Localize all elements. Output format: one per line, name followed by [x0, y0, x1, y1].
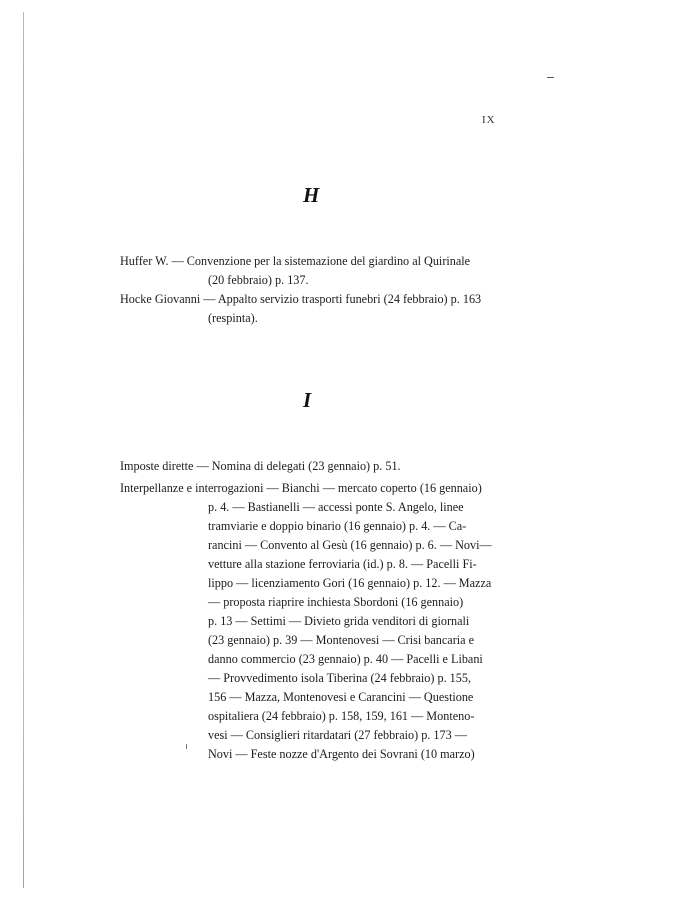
entry-line: Huffer W. — Convenzione per la sistemazione del giardino al Quirinale — [120, 254, 471, 268]
index-entry-interpellanze — [120, 481, 482, 496]
entry-line: Imposte dirette — Nomina di delegati (23 gennaio) p. 51. — [120, 459, 401, 473]
entry-continuation-line: lippo — licenziamento Gori (16 gennaio) p. 12. — Mazza — [208, 576, 492, 590]
entry-continuation-line: Novi — Feste nozze d'Argento dei Sovrani (10 marzo) — [208, 747, 475, 761]
entry-continuation-line: rancini — Convento al Gesù (16 gennaio) p. 6. — Novi— — [208, 538, 492, 552]
section-letter-h: H — [303, 183, 320, 207]
entry-continuation-line: ospitaliera (24 febbraio) p. 158, 159, 161 — Monteno- — [208, 709, 475, 723]
entry-continuation-line: — proposta riaprire inchiesta Sbordoni (16 gennaio) — [208, 595, 464, 609]
entry-continuation-line: danno commercio (23 gennaio) p. 40 — Pacelli e Libani — [208, 652, 483, 666]
entry-continuation-line: p. 4. — Bastianelli — accessi ponte S. Angelo, linee — [208, 500, 464, 514]
entry-line: Hocke Giovanni — Appalto servizio trasporti funebri (24 febbraio) p. 163 — [120, 292, 482, 306]
entry-continuation-line: (20 febbraio) p. 137. — [208, 273, 309, 287]
binding-edge-line — [23, 12, 24, 888]
entry-continuation-line: vesi — Consiglieri ritardatari (27 febbraio) p. 173 — — [208, 728, 467, 742]
entry-continuation-line: 156 — Mazza, Montenovesi e Carancini — Questione — [208, 690, 474, 704]
page-number: IX — [482, 114, 496, 126]
entry-continuation-line: p. 13 — Settimi — Divieto grida venditori di giornali — [208, 614, 470, 628]
index-entry-hocke — [120, 292, 481, 307]
entry-line: Interpellanze e interrogazioni — Bianchi — mercato coperto (16 gennaio) — [120, 481, 482, 495]
entry-continuation-line: (respinta). — [208, 311, 258, 325]
entry-continuation-line: vetture alla stazione ferroviaria (id.) p. 8. — Pacelli Fi- — [208, 557, 477, 571]
entry-continuation-line: tramviarie e doppio binario (16 gennaio) p. 4. — Ca- — [208, 519, 467, 533]
section-letter-i: I — [303, 388, 312, 412]
entry-continuation-line: (23 gennaio) p. 39 — Montenovesi — Crisi bancaria e — [208, 633, 475, 647]
margin-speck — [186, 744, 187, 749]
margin-tick-mark — [547, 77, 554, 78]
index-entry-imposte — [120, 459, 401, 474]
index-entry-huffer — [120, 254, 470, 269]
entry-continuation-line: — Provvedimento isola Tiberina (24 febbraio) p. 155, — [208, 671, 472, 685]
